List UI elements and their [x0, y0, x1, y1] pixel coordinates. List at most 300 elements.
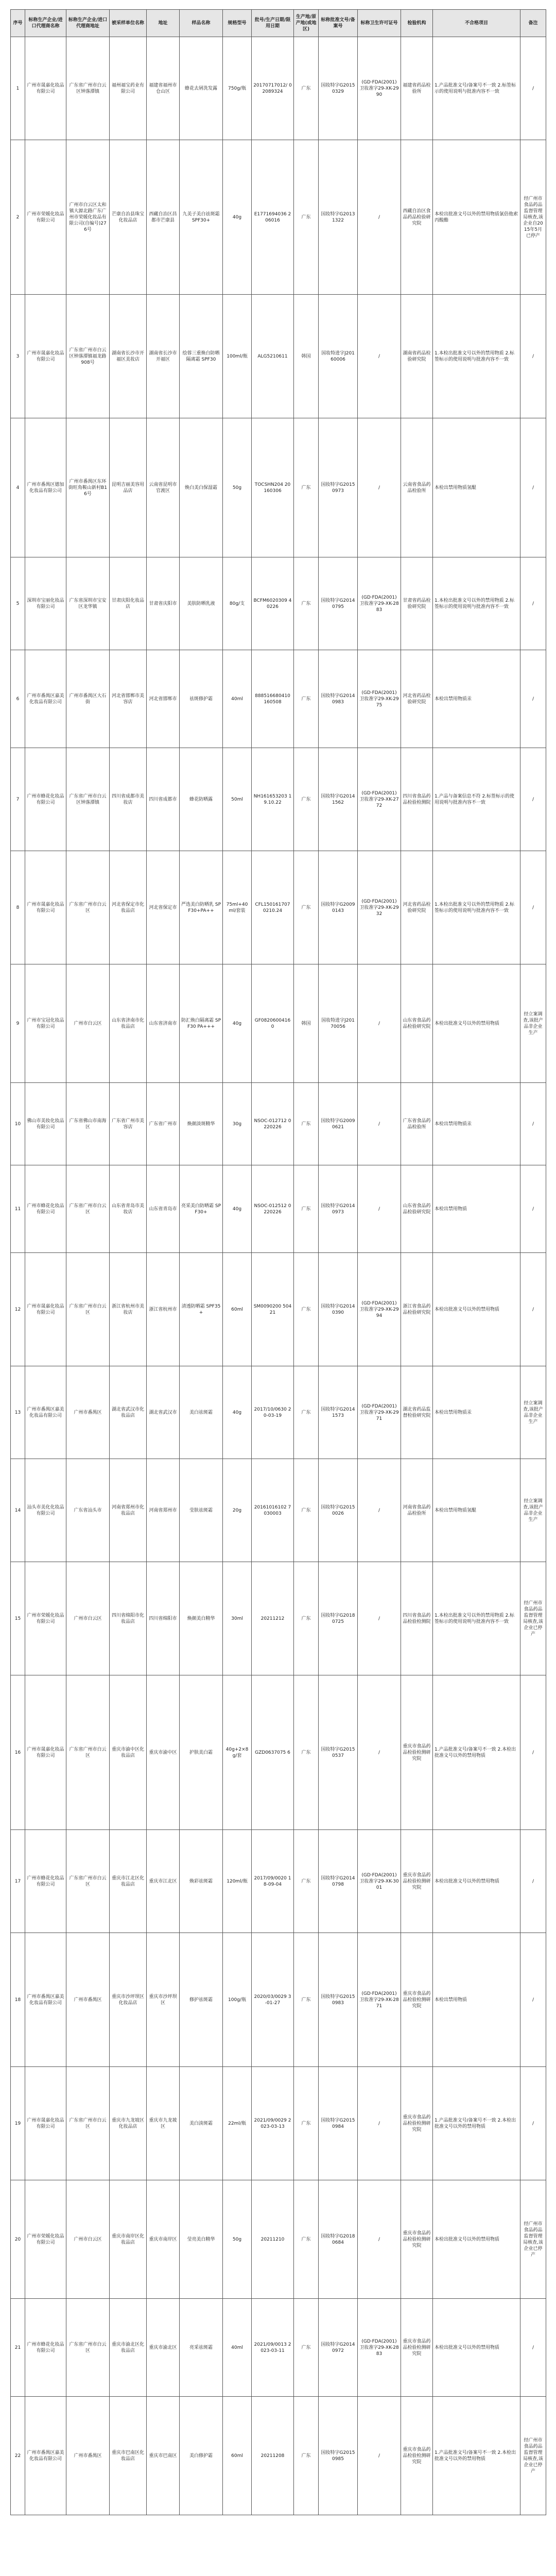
cell-spec: 30g [223, 1083, 252, 1165]
cell-name: 九美子美白祛斑霜 SPF30+ [180, 140, 223, 295]
cell-unit: 四川省绵阳市化妆品店 [110, 1562, 147, 1675]
cell-note: / [520, 418, 546, 557]
cell-address: 广州市白云区 [66, 1562, 110, 1675]
cell-lab: 重庆市食品药品检验检测研究院 [401, 1933, 433, 2067]
cell-unit: 重庆市渝中区化妆品店 [110, 1675, 147, 1830]
cell-no: 15 [11, 1562, 25, 1675]
cell-company: 广州市晟嘉化妆品有限公司 [25, 1675, 66, 1830]
table-row [11, 37, 546, 140]
cell-approval: 国妆特进字J20170056 [319, 964, 358, 1083]
cell-license: / [358, 1165, 401, 1253]
cell-company: 广州市蜂花化妆品有限公司 [25, 748, 66, 851]
cell-unit: 昆明吉丽美容用品店 [110, 418, 147, 557]
cell-approval: 国妆特字G20150984 [319, 2067, 358, 2180]
cell-approval: 国妆特字G20180725 [319, 1562, 358, 1675]
cell-note: / [520, 1830, 546, 1933]
cell-note: / [520, 1933, 546, 2067]
cell-company: 广州市晟嘉化妆品有限公司 [25, 2067, 66, 2180]
cell-unit_addr: 湖南省长沙市开福区 [147, 295, 180, 418]
cell-batch: 20170717012/ 02089324 [252, 37, 294, 140]
cell-origin: 广东 [294, 2299, 319, 2397]
cell-origin: 韩国 [294, 964, 319, 1083]
cell-unit: 河北省保定市化妆品店 [110, 851, 147, 964]
cell-origin: 广东 [294, 748, 319, 851]
cell-note: / [520, 650, 546, 748]
table-row [11, 851, 546, 964]
cell-license: / [358, 1675, 401, 1830]
cell-license: (GD·FDA(2001)卫妆准字29-XK-2994 [358, 1253, 401, 1366]
cell-name: 焕白美白保湿霜 [180, 418, 223, 557]
cell-origin: 广东 [294, 1562, 319, 1675]
cell-note: / [520, 851, 546, 964]
cell-company: 深圳市宝丽化妆品有限公司 [25, 557, 66, 650]
cell-license: / [358, 2397, 401, 2515]
cell-address: 广东省广州市白云区 [66, 2299, 110, 2397]
cell-name: 防汇焕白隔离霜 SPF30 PA+++ [180, 964, 223, 1083]
cell-unit_addr: 山东省青岛市 [147, 1165, 180, 1253]
cell-approval: 国妆特字G20150983 [319, 1933, 358, 2067]
cell-items: 本检出禁用物质 [433, 1165, 520, 1253]
cell-address: 广东省深圳市宝安区龙华镇 [66, 557, 110, 650]
cell-license: (GD·FDA(2001)卫妆准字29-XK-2932 [358, 851, 401, 964]
cell-batch: NSOC-012512 0220226 [252, 1165, 294, 1253]
cell-lab: 重庆市食品药品检验检测研究院 [401, 1830, 433, 1933]
cell-spec: 40g [223, 964, 252, 1083]
cell-address: 广东省广州市白云区钟落潭镇 [66, 37, 110, 140]
cell-batch: 888516680410 160508 [252, 650, 294, 748]
cell-spec: 100g/瓶 [223, 1933, 252, 2067]
cell-address: 广东省广州市白云区 [66, 1830, 110, 1933]
cell-batch: E1771694036 206016 [252, 140, 294, 295]
cell-spec: 75ml+40ml/套装 [223, 851, 252, 964]
cell-unit: 重庆市渝北区化妆品店 [110, 2299, 147, 2397]
cell-no: 21 [11, 2299, 25, 2397]
cell-origin: 广东 [294, 1083, 319, 1165]
cell-name: 美肤防晒乳液 [180, 557, 223, 650]
cell-batch: CFL150161707 0210.24 [252, 851, 294, 964]
cell-batch: 2020/03/0029 3-01-27 [252, 1933, 294, 2067]
cell-unit: 山东省济南市化妆品店 [110, 964, 147, 1083]
cell-name: 莹肤祛斑霜 [180, 1459, 223, 1562]
cell-items: 本检出禁用物质氢醌 [433, 1459, 520, 1562]
cell-origin: 广东 [294, 140, 319, 295]
cell-lab: 重庆市食品药品检验检测研究院 [401, 1675, 433, 1830]
cell-address: 广州市白云区太和镇大源北路广东广州市荣媛化妆品有限公司(自编号)276号 [66, 140, 110, 295]
cell-batch: TOCSHN204 20160306 [252, 418, 294, 557]
cell-unit: 福州福宝药业有限公司 [110, 37, 147, 140]
cell-unit_addr: 重庆市渝中区 [147, 1675, 180, 1830]
cell-items: 本检出批准文号以外的禁用物质氯倍他索丙酸酯 [433, 140, 520, 295]
table-row [11, 1830, 546, 1933]
table-row [11, 2299, 546, 2397]
table-row [11, 1562, 546, 1675]
cell-no: 7 [11, 748, 25, 851]
cell-approval: 国妆特字G20150537 [319, 1675, 358, 1830]
cell-lab: 四川省食品药品检验检测院 [401, 1562, 433, 1675]
cell-lab: 河北省药品检验研究院 [401, 851, 433, 964]
cell-approval: 国妆特字G20131322 [319, 140, 358, 295]
table-row [11, 418, 546, 557]
cell-origin: 广东 [294, 1933, 319, 2067]
cell-spec: 40g [223, 1165, 252, 1253]
cell-items: 本检出批准文号以外的禁用物质 [433, 1830, 520, 1933]
cell-spec: 80g/支 [223, 557, 252, 650]
cell-license: / [358, 295, 401, 418]
inspection-table [10, 9, 546, 2515]
cell-unit_addr: 河北省保定市 [147, 851, 180, 964]
table-row [11, 2067, 546, 2180]
cell-address: 广东省广州市白云区 [66, 2067, 110, 2180]
cell-origin: 韩国 [294, 295, 319, 418]
cell-license: / [358, 1083, 401, 1165]
cell-unit_addr: 河北省邯郸市 [147, 650, 180, 748]
cell-note: / [520, 1675, 546, 1830]
cell-approval: 国妆特字G20150973 [319, 418, 358, 557]
cell-address: 广州市白云区 [66, 2180, 110, 2299]
table-header-row [11, 10, 546, 37]
cell-note: / [520, 1165, 546, 1253]
cell-unit: 河南省郑州市化妆品店 [110, 1459, 147, 1562]
cell-company: 广州市番禺区嘉美化妆品有限公司 [25, 650, 66, 748]
cell-name: 蜂花防晒露 [180, 748, 223, 851]
cell-no: 1 [11, 37, 25, 140]
cell-unit: 重庆市九龙坡区化妆品店 [110, 2067, 147, 2180]
cell-items: 本检出禁用物质氢醌 [433, 418, 520, 557]
cell-lab: 四川省食品药品检验检测院 [401, 748, 433, 851]
cell-lab: 重庆市食品药品检验检测研究院 [401, 2397, 433, 2515]
cell-note: / [520, 37, 546, 140]
cell-items: 1.产品与备案信息不符 2.标签标示的使用说明与批准内容不一致 [433, 748, 520, 851]
column-header: 序号 [11, 10, 25, 37]
cell-company: 广州市蜂花化妆品有限公司 [25, 2299, 66, 2397]
cell-origin: 广东 [294, 2180, 319, 2299]
cell-note: 经广州市食品药品监督管理局核查,该企业已停产 [520, 2180, 546, 2299]
cell-spec: 60ml [223, 2397, 252, 2515]
cell-items: 1.本检出批准文号以外的禁用物质 2.标签标示的使用说明与批准内容不一致 [433, 295, 520, 418]
cell-lab: 浙江省食品药品检验研究院 [401, 1253, 433, 1366]
cell-items: 1.产品批准文号/备案号不一致 2.本检出批准文号以外的禁用物质 [433, 2397, 520, 2515]
cell-unit: 重庆市江北区化妆品店 [110, 1830, 147, 1933]
cell-license: (GD·FDA(2001)卫妆准字29-XK-2990 [358, 37, 401, 140]
cell-lab: 广东省食品药品检验所 [401, 1083, 433, 1165]
cell-lab: 河南省食品药品检验所 [401, 1459, 433, 1562]
cell-items: 本检出禁用物质汞 [433, 1083, 520, 1165]
cell-no: 5 [11, 557, 25, 650]
column-header: 生产地/原产地(或地区) [294, 10, 319, 37]
cell-unit: 山东省青岛市美妆店 [110, 1165, 147, 1253]
cell-name: 焕颜淡斑精华 [180, 1083, 223, 1165]
cell-unit_addr: 重庆市九龙坡区 [147, 2067, 180, 2180]
cell-note: 经立案调查,该批产品非企业生产 [520, 964, 546, 1083]
cell-spec: 40ml [223, 2299, 252, 2397]
cell-unit: 芒康自治县珠宝化妆品店 [110, 140, 147, 295]
cell-unit_addr: 浙江省杭州市 [147, 1253, 180, 1366]
cell-address: 广东省广州市白云区 [66, 1253, 110, 1366]
cell-items: 1.产品批准文号/备案号不一致 2.本检出批准文号以外的禁用物质 [433, 1675, 520, 1830]
cell-address: 广州市番禺区 [66, 2397, 110, 2515]
cell-spec: 750g/瓶 [223, 37, 252, 140]
cell-origin: 广东 [294, 1366, 319, 1459]
cell-unit_addr: 四川省成都市 [147, 748, 180, 851]
cell-batch: 2017/09/0020 18-09-04 [252, 1830, 294, 1933]
cell-note: 经广州市食品药品监督管理局核查,该企业已停产 [520, 1562, 546, 1675]
cell-spec: 30ml [223, 1562, 252, 1675]
cell-spec: 40g [223, 140, 252, 295]
cell-license: (GD·FDA(2001)卫妆准字29-XK-2883 [358, 557, 401, 650]
cell-note: / [520, 748, 546, 851]
cell-unit_addr: 广东省广州市 [147, 1083, 180, 1165]
cell-unit: 浙江省杭州市美妆店 [110, 1253, 147, 1366]
table-row [11, 748, 546, 851]
cell-license: (GD·FDA(2001)卫妆准字29-XK-2883 [358, 2299, 401, 2397]
cell-approval: 国妆特字G20150026 [319, 1459, 358, 1562]
cell-approval: 国妆特字G20141573 [319, 1366, 358, 1459]
cell-origin: 广东 [294, 2397, 319, 2515]
cell-address: 广东省广州市白云区 [66, 1165, 110, 1253]
cell-license: (GD·FDA(2001)卫妆准字29-XK-2871 [358, 1933, 401, 2067]
cell-name: 美白祛斑霜 [180, 1366, 223, 1459]
table-row [11, 1366, 546, 1459]
cell-items: 本检出批准文号以外的禁用物质 [433, 2299, 520, 2397]
cell-name: 绘蓉三重焕白防晒隔离霜 SPF30 [180, 295, 223, 418]
cell-lab: 重庆市食品药品检验检测研究院 [401, 2067, 433, 2180]
cell-company: 佛山市美妆化妆品有限公司 [25, 1083, 66, 1165]
column-header: 被采样单位名称 [110, 10, 147, 37]
cell-no: 14 [11, 1459, 25, 1562]
cell-no: 10 [11, 1083, 25, 1165]
cell-address: 广州市白云区 [66, 964, 110, 1083]
cell-no: 13 [11, 1366, 25, 1459]
cell-spec: 100ml/瓶 [223, 295, 252, 418]
table-row [11, 1253, 546, 1366]
cell-company: 广州市番禺区嘉美化妆品有限公司 [25, 2397, 66, 2515]
cell-batch: ALG5210611 [252, 295, 294, 418]
cell-items: 本检出批准文号以外的禁用物质 [433, 964, 520, 1083]
cell-origin: 广东 [294, 851, 319, 964]
column-header: 标称批准文号/备案号 [319, 10, 358, 37]
cell-note: 经立案调查,该批产品非企业生产 [520, 1459, 546, 1562]
cell-note: / [520, 2067, 546, 2180]
cell-note: 经立案调查,该批产品非企业生产 [520, 1366, 546, 1459]
cell-address: 广州市番禺区 [66, 1933, 110, 2067]
cell-no: 9 [11, 964, 25, 1083]
cell-no: 17 [11, 1830, 25, 1933]
cell-company: 汕头市美化化妆品有限公司 [25, 1459, 66, 1562]
cell-batch: 2017/10/0630 20-03-19 [252, 1366, 294, 1459]
cell-batch: 20211212 [252, 1562, 294, 1675]
cell-no: 16 [11, 1675, 25, 1830]
table-row [11, 557, 546, 650]
cell-name: 亮采美白防晒霜 SPF30+ [180, 1165, 223, 1253]
cell-no: 8 [11, 851, 25, 964]
cell-no: 18 [11, 1933, 25, 2067]
cell-approval: 国妆特字G20140795 [319, 557, 358, 650]
cell-address: 广东省广州市白云区钟落潭镇福龙路908号 [66, 295, 110, 418]
cell-spec: 120ml/瓶 [223, 1830, 252, 1933]
cell-batch: 20211208 [252, 2397, 294, 2515]
cell-lab: 云南省食品药品检验所 [401, 418, 433, 557]
cell-name: 祛斑修护霜 [180, 650, 223, 748]
column-header: 地址 [147, 10, 180, 37]
cell-name: 护肤美白霜 [180, 1675, 223, 1830]
cell-license: (GD·FDA(2001)卫妆准字29-XK-3001 [358, 1830, 401, 1933]
cell-lab: 湖北省药品监督检验研究院 [401, 1366, 433, 1459]
cell-no: 19 [11, 2067, 25, 2180]
cell-approval: 国妆特字G20180684 [319, 2180, 358, 2299]
cell-no: 3 [11, 295, 25, 418]
cell-approval: 国妆特字G20140983 [319, 650, 358, 748]
cell-unit_addr: 甘肃省庆阳市 [147, 557, 180, 650]
column-header: 规格型号 [223, 10, 252, 37]
cell-spec: 60ml [223, 1253, 252, 1366]
cell-unit: 广东省广州市美容店 [110, 1083, 147, 1165]
table-row [11, 2397, 546, 2515]
cell-address: 广东省广州市白云区 [66, 1675, 110, 1830]
table-row [11, 295, 546, 418]
cell-address: 广州市番禺区大石街 [66, 650, 110, 748]
cell-address: 广东省佛山市南海区 [66, 1083, 110, 1165]
column-header: 批号/生产日期/限用日期 [252, 10, 294, 37]
cell-company: 广州市荣媛化妆品有限公司 [25, 140, 66, 295]
cell-spec: 50g [223, 2180, 252, 2299]
cell-note: 经广州市食品药品监督管理局核查,该企业已停产 [520, 2397, 546, 2515]
cell-lab: 重庆市食品药品检验检测研究院 [401, 2299, 433, 2397]
table-row [11, 1675, 546, 1830]
cell-items: 本检出批准文号以外的禁用物质 [433, 1253, 520, 1366]
cell-approval: 国妆特字G20140973 [319, 1165, 358, 1253]
cell-name: 修护祛斑霜 [180, 1933, 223, 2067]
cell-company: 广州市晟嘉化妆品有限公司 [25, 295, 66, 418]
cell-batch: BCFM6020309 40226 [252, 557, 294, 650]
cell-license: / [358, 1459, 401, 1562]
cell-name: 严选美白防晒乳 SPF30+PA++ [180, 851, 223, 964]
cell-license: (GD·FDA(2001)卫妆准字29-XK-2772 [358, 748, 401, 851]
cell-origin: 广东 [294, 37, 319, 140]
cell-unit_addr: 重庆市江北区 [147, 1830, 180, 1933]
cell-spec: 40g [223, 1366, 252, 1459]
cell-batch: 2021/09/0029 2023-03-13 [252, 2067, 294, 2180]
table-body [11, 37, 546, 2515]
cell-unit_addr: 重庆市巴南区 [147, 2397, 180, 2515]
cell-company: 广州市晟嘉化妆品有限公司 [25, 851, 66, 964]
cell-unit: 湖南省长沙市开福区美妆店 [110, 295, 147, 418]
cell-address: 广州市番禺区东环街旺角鞍山新村B16号 [66, 418, 110, 557]
table-row [11, 140, 546, 295]
cell-company: 广州市番禺区嘉美化妆品有限公司 [25, 1933, 66, 2067]
cell-approval: 国妆特字G20141562 [319, 748, 358, 851]
cell-batch: 20211210 [252, 2180, 294, 2299]
cell-approval: 国妆特字G20140390 [319, 1253, 358, 1366]
cell-no: 20 [11, 2180, 25, 2299]
column-header: 检验机构 [401, 10, 433, 37]
table-row [11, 2180, 546, 2299]
cell-license: / [358, 964, 401, 1083]
table-row [11, 1165, 546, 1253]
cell-approval: 国妆特字G20140798 [319, 1830, 358, 1933]
cell-origin: 广东 [294, 418, 319, 557]
cell-batch: NH161653203 19.10.22 [252, 748, 294, 851]
cell-license: (GD·FDA(2001)卫妆准字29-XK-2971 [358, 1366, 401, 1459]
cell-unit_addr: 四川省绵阳市 [147, 1562, 180, 1675]
cell-unit_addr: 西藏自治区昌都市芒康县 [147, 140, 180, 295]
cell-spec: 50g [223, 418, 252, 557]
column-header: 不合格项目 [433, 10, 520, 37]
cell-company: 广州市蜂花化妆品有限公司 [25, 1165, 66, 1253]
cell-note: 经广州市食品药品监督管理局核查,该企业自2015年5月已停产 [520, 140, 546, 295]
cell-unit: 重庆市南岸区化妆品店 [110, 2180, 147, 2299]
cell-name: 美白修护霜 [180, 2397, 223, 2515]
cell-no: 22 [11, 2397, 25, 2515]
cell-unit_addr: 河南省郑州市 [147, 1459, 180, 1562]
cell-license: (GD·FDA(2001)卫妆准字29-XK-2975 [358, 650, 401, 748]
cell-name: 美白淡斑霜 [180, 2067, 223, 2180]
cell-company: 广州市晟嘉化妆品有限公司 [25, 37, 66, 140]
table-row [11, 650, 546, 748]
cell-unit_addr: 重庆市沙坪坝区 [147, 1933, 180, 2067]
cell-license: / [358, 418, 401, 557]
cell-lab: 福建省药品检验所 [401, 37, 433, 140]
cell-address: 广州市番禺区 [66, 1366, 110, 1459]
cell-unit_addr: 山东省济南市 [147, 964, 180, 1083]
cell-address: 广东省广州市白云区钟落潭镇 [66, 748, 110, 851]
cell-company: 广州市蜂花化妆品有限公司 [25, 1830, 66, 1933]
cell-items: 本检出批准文号以外的禁用物质 [433, 2180, 520, 2299]
cell-approval: 国妆特字G20090621 [319, 1083, 358, 1165]
cell-no: 2 [11, 140, 25, 295]
table-row [11, 964, 546, 1083]
cell-unit: 湖北省武汉市化妆品店 [110, 1366, 147, 1459]
cell-items: 1.产品批准文号/备案号不一致 2.本检出批准文号以外的禁用物质 [433, 2067, 520, 2180]
column-header: 样品名称 [180, 10, 223, 37]
cell-items: 1.本检出批准文号以外的禁用物质 2.标签标示的使用说明与批准内容不一致 [433, 557, 520, 650]
cell-unit: 重庆市巴南区化妆品店 [110, 2397, 147, 2515]
cell-unit_addr: 湖北省武汉市 [147, 1366, 180, 1459]
cell-spec: 20g [223, 1459, 252, 1562]
cell-approval: 国妆特字G20140972 [319, 2299, 358, 2397]
cell-origin: 广东 [294, 1675, 319, 1830]
cell-no: 4 [11, 418, 25, 557]
cell-origin: 广东 [294, 557, 319, 650]
cell-unit_addr: 云南省昆明市官渡区 [147, 418, 180, 557]
cell-origin: 广东 [294, 1830, 319, 1933]
cell-address: 广东省广州市白云区 [66, 851, 110, 964]
cell-name: 蜂花去屑洗发露 [180, 37, 223, 140]
cell-company: 广州市番禺区嘉美化妆品有限公司 [25, 1366, 66, 1459]
cell-spec: 40g+2×8g/套 [223, 1675, 252, 1830]
table-row [11, 1083, 546, 1165]
column-header: 标称生产企业/进口代理商地址 [66, 10, 110, 37]
cell-lab: 河北省药品检验研究院 [401, 650, 433, 748]
cell-lab: 重庆市食品药品检验检测研究院 [401, 2180, 433, 2299]
column-header: 备注 [520, 10, 546, 37]
cell-items: 1.产品批准文号/备案号不一致 2.标签标示的使用说明与批准内容不一致 [433, 37, 520, 140]
cell-note: / [520, 2299, 546, 2397]
cell-company: 广州市番禺区德加化妆品有限公司 [25, 418, 66, 557]
cell-approval: 国妆特进字J20160006 [319, 295, 358, 418]
cell-lab: 山东省食品药品检验研究院 [401, 964, 433, 1083]
cell-address: 广东省汕头市 [66, 1459, 110, 1562]
cell-items: 1.本检出批准文号以外的禁用物质 2.标签标示的使用说明与批准内容不一致 [433, 851, 520, 964]
cell-unit: 甘肃庆阳化妆品店 [110, 557, 147, 650]
cell-approval: 国妆特字G20150985 [319, 2397, 358, 2515]
cell-note: / [520, 1083, 546, 1165]
cell-unit_addr: 福建省福州市仓山区 [147, 37, 180, 140]
cell-company: 广州市晟嘉化妆品有限公司 [25, 1253, 66, 1366]
cell-batch: GZD0637075 6 [252, 1675, 294, 1830]
cell-note: / [520, 295, 546, 418]
cell-batch: GF0820600416 0 [252, 964, 294, 1083]
cell-lab: 山东省食品药品检验研究院 [401, 1165, 433, 1253]
